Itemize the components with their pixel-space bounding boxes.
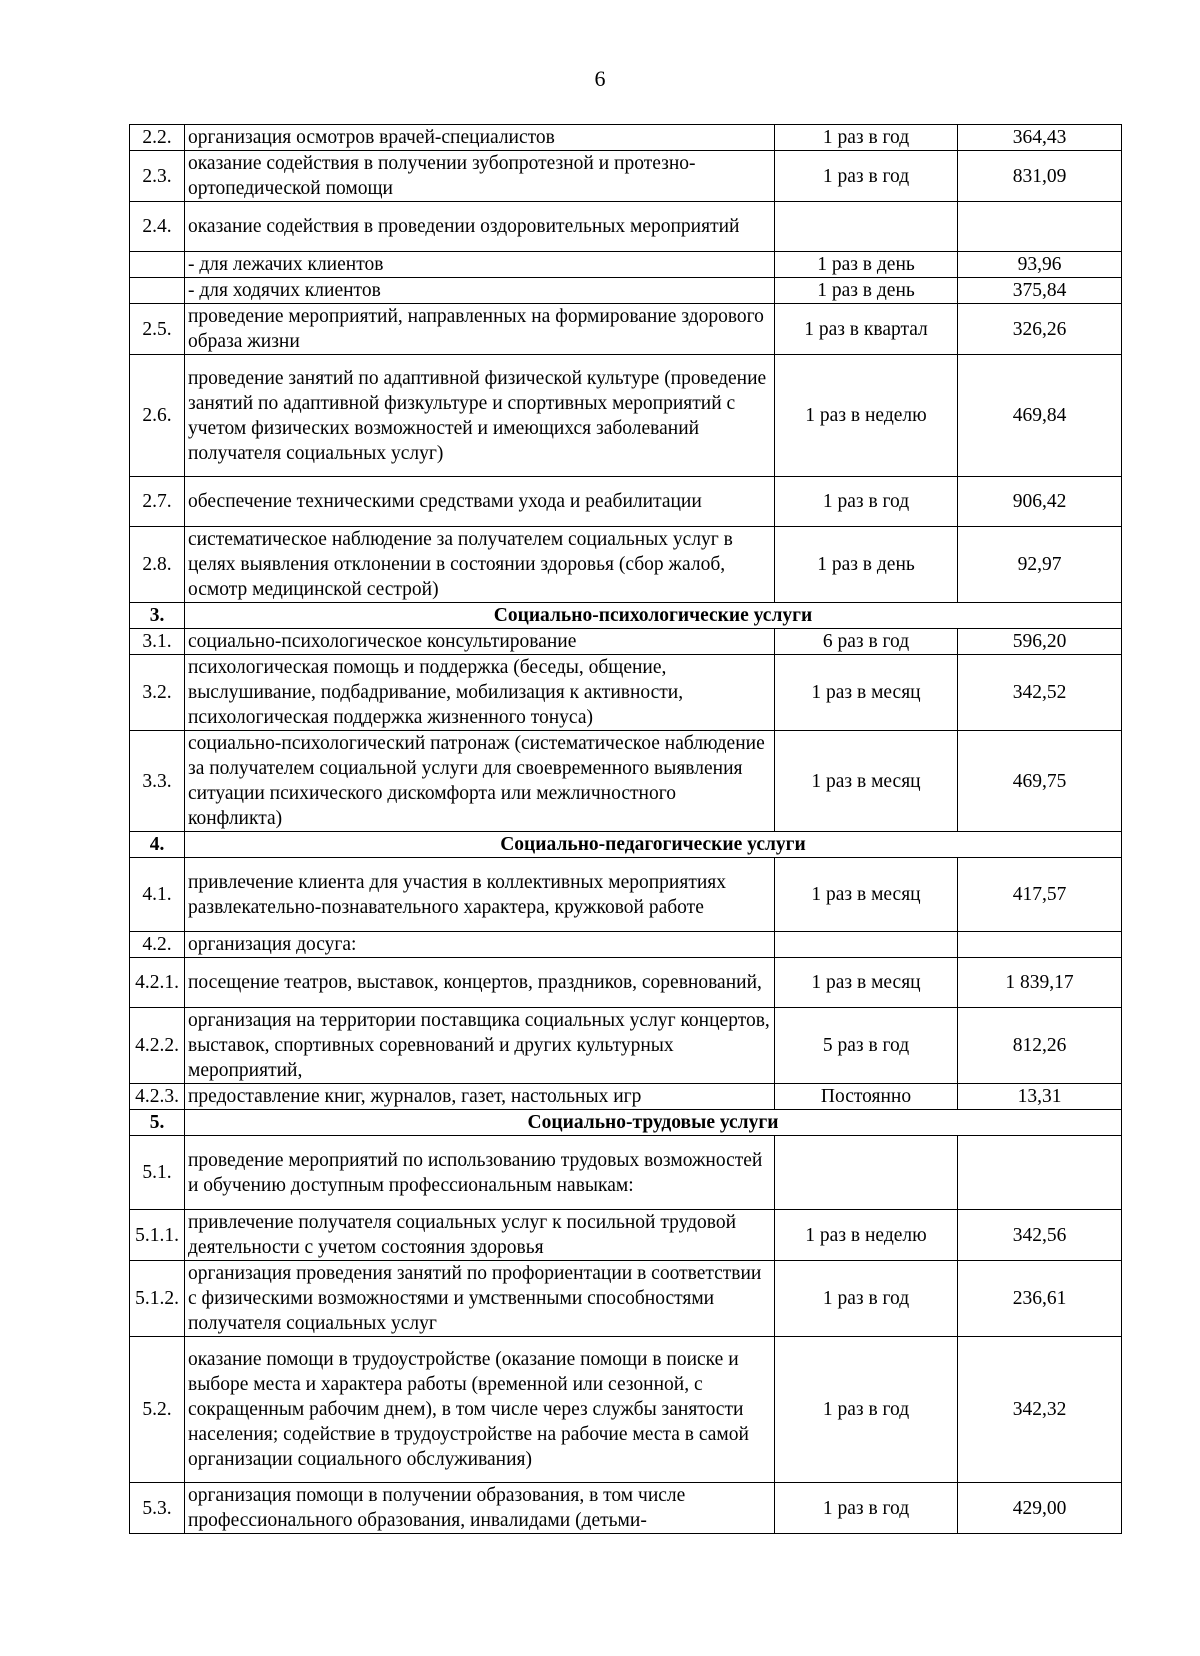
- table-row: [130, 958, 1122, 1008]
- item-number: 2.3.: [130, 151, 185, 202]
- service-description: организация помощи в получении образования, в том числе профессионального образования, инвалидами (детьми-: [185, 1483, 775, 1534]
- service-price: 13,31: [958, 1084, 1122, 1110]
- item-number: 3.2.: [130, 655, 185, 731]
- table-row: [130, 278, 1122, 304]
- service-description: психологическая помощь и поддержка (беседы, общение, выслушивание, подбадривание, мобилизация к активности, психологическая поддержка жизненного тонуса): [185, 655, 775, 731]
- item-number: 4.1.: [130, 858, 185, 932]
- table-row: [130, 731, 1122, 832]
- service-frequency: 1 раз в год: [775, 151, 958, 202]
- section-title: Социально-психологические услуги: [185, 603, 1122, 629]
- service-price: 1 839,17: [958, 958, 1122, 1008]
- service-frequency: 1 раз в неделю: [775, 1210, 958, 1261]
- service-description: привлечение клиента для участия в коллективных мероприятиях развлекательно-познавательного характера, кружковой работе: [185, 858, 775, 932]
- service-frequency: 1 раз в месяц: [775, 655, 958, 731]
- service-frequency: 1 раз в год: [775, 1337, 958, 1483]
- service-frequency: Постоянно: [775, 1084, 958, 1110]
- service-description: оказание содействия в получении зубопротезной и протезно-ортопедической помощи: [185, 151, 775, 202]
- item-number: 4.2.1.: [130, 958, 185, 1008]
- service-description: проведение занятий по адаптивной физической культуре (проведение занятий по адаптивной физкультуре и спортивных мероприятий с учетом физических возможностей и имеющихся заболеваний получателя социальных услуг): [185, 355, 775, 477]
- section-title: Социально-педагогические услуги: [185, 832, 1122, 858]
- table-row: [130, 1210, 1122, 1261]
- service-description: проведение мероприятий по использованию трудовых возможностей и обучению доступным профессиональным навыкам:: [185, 1136, 775, 1210]
- table-row: [130, 125, 1122, 151]
- service-frequency: 5 раз в год: [775, 1008, 958, 1084]
- service-description: обеспечение техническими средствами ухода и реабилитации: [185, 477, 775, 527]
- item-number: 2.6.: [130, 355, 185, 477]
- section-number: 4.: [130, 832, 185, 858]
- table-row: [130, 858, 1122, 932]
- item-number: 4.2.3.: [130, 1084, 185, 1110]
- service-frequency: 1 раз в год: [775, 1483, 958, 1534]
- table-row: [130, 355, 1122, 477]
- service-frequency: [775, 1136, 958, 1210]
- item-number: 5.3.: [130, 1483, 185, 1534]
- service-price: 342,56: [958, 1210, 1122, 1261]
- services-table: [129, 124, 1122, 1534]
- service-price: 596,20: [958, 629, 1122, 655]
- service-price: 906,42: [958, 477, 1122, 527]
- service-price: 812,26: [958, 1008, 1122, 1084]
- service-description: социально-психологический патронаж (систематическое наблюдение за получателем социальной услуги для своевременного выявления ситуации психического дискомфорта или межличностного конфликта): [185, 731, 775, 832]
- service-frequency: 1 раз в день: [775, 527, 958, 603]
- item-number: [130, 278, 185, 304]
- service-price: 342,32: [958, 1337, 1122, 1483]
- item-number: 3.3.: [130, 731, 185, 832]
- table-row: [130, 1337, 1122, 1483]
- service-frequency: [775, 932, 958, 958]
- table-row: [130, 1136, 1122, 1210]
- item-number: 3.1.: [130, 629, 185, 655]
- item-number: 4.2.2.: [130, 1008, 185, 1084]
- service-description: оказание содействия в проведении оздоровительных мероприятий: [185, 202, 775, 252]
- service-frequency: [775, 202, 958, 252]
- section-header-row: [130, 1110, 1122, 1136]
- item-number: 2.4.: [130, 202, 185, 252]
- section-header-row: [130, 603, 1122, 629]
- service-price: 364,43: [958, 125, 1122, 151]
- item-number: 5.1.1.: [130, 1210, 185, 1261]
- table-row: [130, 252, 1122, 278]
- table-row: [130, 304, 1122, 355]
- service-description: проведение мероприятий, направленных на формирование здорового образа жизни: [185, 304, 775, 355]
- section-header-row: [130, 832, 1122, 858]
- item-number: 2.5.: [130, 304, 185, 355]
- item-number: 4.2.: [130, 932, 185, 958]
- service-description: посещение театров, выставок, концертов, праздников, соревнований,: [185, 958, 775, 1008]
- service-description: оказание помощи в трудоустройстве (оказание помощи в поиске и выборе места и характера работы (временной или сезонной, с сокращенным рабочим днем), в том числе через службы занятости населения; содействие в трудоустройстве на рабочие места в самой организации социального обслуживания): [185, 1337, 775, 1483]
- service-description: организация проведения занятий по профориентации в соответствии с физическими возможностями и умственными способностями получателя социальных услуг: [185, 1261, 775, 1337]
- service-description: - для ходячих клиентов: [185, 278, 775, 304]
- item-number: [130, 252, 185, 278]
- service-frequency: 1 раз в год: [775, 125, 958, 151]
- service-description: социально-психологическое консультирование: [185, 629, 775, 655]
- service-price: 326,26: [958, 304, 1122, 355]
- table-row: [130, 202, 1122, 252]
- table-row: [130, 1008, 1122, 1084]
- item-number: 2.7.: [130, 477, 185, 527]
- service-frequency: 1 раз в день: [775, 252, 958, 278]
- page-number: 6: [594, 66, 606, 91]
- service-description: предоставление книг, журналов, газет, настольных игр: [185, 1084, 775, 1110]
- item-number: 5.1.2.: [130, 1261, 185, 1337]
- service-description: организация осмотров врачей-специалистов: [185, 125, 775, 151]
- item-number: 5.2.: [130, 1337, 185, 1483]
- table-row: [130, 477, 1122, 527]
- table-row: [130, 629, 1122, 655]
- service-description: организация на территории поставщика социальных услуг концертов, выставок, спортивных соревнований и других культурных мероприятий,: [185, 1008, 775, 1084]
- service-price: 93,96: [958, 252, 1122, 278]
- table-row: [130, 1483, 1122, 1534]
- service-price: 342,52: [958, 655, 1122, 731]
- service-frequency: 1 раз в квартал: [775, 304, 958, 355]
- table-row: [130, 655, 1122, 731]
- service-price: 92,97: [958, 527, 1122, 603]
- service-frequency: 1 раз в год: [775, 477, 958, 527]
- service-price: 469,75: [958, 731, 1122, 832]
- service-price: 236,61: [958, 1261, 1122, 1337]
- service-frequency: 1 раз в год: [775, 1261, 958, 1337]
- item-number: 2.8.: [130, 527, 185, 603]
- service-frequency: 1 раз в месяц: [775, 731, 958, 832]
- service-frequency: 1 раз в неделю: [775, 355, 958, 477]
- section-title: Социально-трудовые услуги: [185, 1110, 1122, 1136]
- table-row: [130, 1084, 1122, 1110]
- table-row: [130, 527, 1122, 603]
- service-price: 429,00: [958, 1483, 1122, 1534]
- table-row: [130, 932, 1122, 958]
- service-description: организация досуга:: [185, 932, 775, 958]
- service-frequency: 1 раз в месяц: [775, 958, 958, 1008]
- service-price: [958, 202, 1122, 252]
- service-frequency: 1 раз в день: [775, 278, 958, 304]
- service-price: 417,57: [958, 858, 1122, 932]
- section-number: 3.: [130, 603, 185, 629]
- service-price: 469,84: [958, 355, 1122, 477]
- service-frequency: 6 раз в год: [775, 629, 958, 655]
- table-row: [130, 151, 1122, 202]
- section-number: 5.: [130, 1110, 185, 1136]
- service-description: - для лежачих клиентов: [185, 252, 775, 278]
- service-frequency: 1 раз в месяц: [775, 858, 958, 932]
- service-description: привлечение получателя социальных услуг к посильной трудовой деятельности с учетом состояния здоровья: [185, 1210, 775, 1261]
- services-table-body: [130, 125, 1122, 1534]
- service-price: [958, 1136, 1122, 1210]
- service-price: 375,84: [958, 278, 1122, 304]
- service-description: систематическое наблюдение за получателем социальных услуг в целях выявления отклонении в состоянии здоровья (сбор жалоб, осмотр медицинской сестрой): [185, 527, 775, 603]
- item-number: 5.1.: [130, 1136, 185, 1210]
- table-row: [130, 1261, 1122, 1337]
- item-number: 2.2.: [130, 125, 185, 151]
- service-price: [958, 932, 1122, 958]
- service-price: 831,09: [958, 151, 1122, 202]
